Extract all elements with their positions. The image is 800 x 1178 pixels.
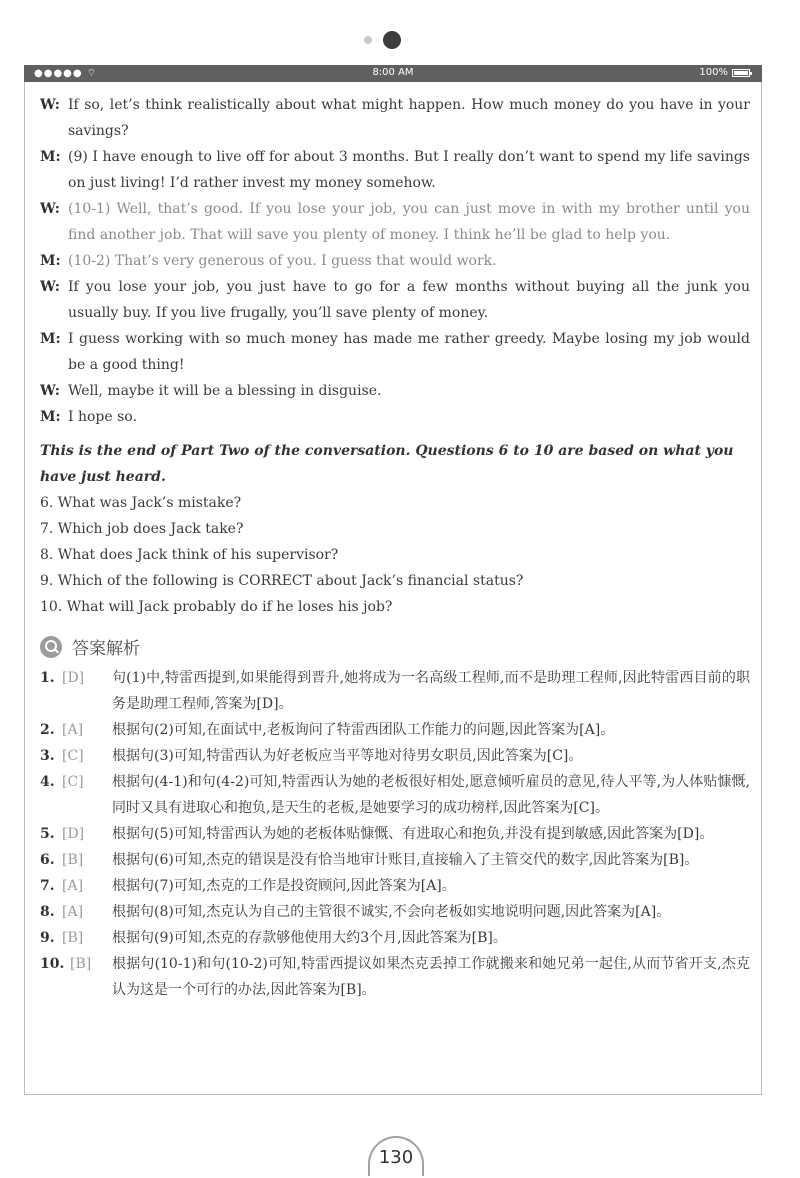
answer-item <box>40 769 750 821</box>
status-bar <box>24 65 762 82</box>
answer-number: 10. <box>40 956 65 972</box>
answer-number: 9. <box>40 930 55 946</box>
answer-item <box>40 899 750 925</box>
dialogue-line <box>40 92 750 144</box>
answer-item <box>40 743 750 769</box>
page-content <box>40 92 750 1003</box>
device-camera <box>0 30 800 50</box>
answer-item <box>40 925 750 951</box>
answer-number: 6. <box>40 852 55 868</box>
battery-icon <box>732 69 750 77</box>
speaker-label: M: <box>40 253 61 269</box>
answer-number: 2. <box>40 722 55 738</box>
instruction-text: This is the end of Part Two of the conversation. Questions 6 to 10 are based on what you have just heard. <box>40 443 734 485</box>
speaker-label: W: <box>40 383 60 399</box>
question-item: 6. What was Jack’s mistake? <box>40 495 242 511</box>
dialogue-line <box>40 326 750 378</box>
question-item: 7. Which job does Jack take? <box>40 521 244 537</box>
dialogue-text: (10-2) That’s very generous of you. I guess that would work. <box>68 253 497 269</box>
answer-number: 4. <box>40 774 55 790</box>
answer-letter: [C] <box>62 748 84 764</box>
speaker-label: M: <box>40 409 61 425</box>
answer-explanation: 句(1)中,特雷西提到,如果能得到晋升,她将成为一名高级工程师,而不是助理工程师,因此特雷西目前的职务是助理工程师,答案为[D]。 <box>112 670 750 712</box>
answer-number: 5. <box>40 826 55 842</box>
answer-item <box>40 821 750 847</box>
dialogue-text: I guess working with so much money has made me rather greedy. Maybe losing my job would be a good thing! <box>68 331 750 373</box>
signal-indicator: ●●●●● ⌔ <box>34 68 98 79</box>
answer-letter: [B] <box>70 956 92 972</box>
dialogue-line <box>40 404 750 430</box>
answer-explanation: 根据句(10-1)和句(10-2)可知,特雷西提议如果杰克丢掉工作就搬来和她兄弟一起住,从而节省开支,杰克认为这是一个可行的办法,因此答案为[B]。 <box>112 956 750 998</box>
answer-item <box>40 951 750 1003</box>
dialogue-text: (9) I have enough to live off for about 3 months. But I really don’t want to spend my life savings on just living! I’d rather invest my money somehow. <box>68 149 750 191</box>
answers-title: 答案解析 <box>72 639 140 659</box>
answer-letter: [A] <box>62 722 84 738</box>
answer-explanation: 根据句(3)可知,特雷西认为好老板应当平等地对待男女职员,因此答案为[C]。 <box>112 748 583 764</box>
answer-list <box>40 665 750 1003</box>
dialogue-text: If you lose your job, you just have to go for a few months without buying all the junk you usually buy. If you live frugally, you’ll save plenty of money. <box>68 279 750 321</box>
speaker-label: W: <box>40 97 60 113</box>
speaker-label: W: <box>40 279 60 295</box>
sensor-dot <box>364 36 372 44</box>
answer-letter: [B] <box>62 930 84 946</box>
dialogue-line <box>40 274 750 326</box>
dialogue-text: I hope so. <box>68 409 137 425</box>
answer-letter: [D] <box>62 670 85 686</box>
answer-explanation: 根据句(4-1)和句(4-2)可知,特雷西认为她的老板很好相处,愿意倾听雇员的意见,待人平等,为人体贴慷慨,同时又具有进取心和抱负,是天生的老板,是她要学习的成功榜样,因此答案为[C]。 <box>112 774 750 816</box>
answer-number: 7. <box>40 878 55 894</box>
battery-indicator <box>699 67 750 78</box>
question-item: 9. Which of the following is CORRECT about Jack’s financial status? <box>40 573 524 589</box>
camera-lens <box>383 31 401 49</box>
answer-explanation: 根据句(7)可知,杰克的工作是投资顾问,因此答案为[A]。 <box>112 878 456 894</box>
dialogue <box>40 92 750 430</box>
answer-number: 1. <box>40 670 55 686</box>
answer-explanation: 根据句(2)可知,在面试中,老板询问了特雷西团队工作能力的问题,因此答案为[A]。 <box>112 722 615 738</box>
status-time: 8:00 AM <box>372 67 414 78</box>
answers-header <box>40 634 750 659</box>
answer-explanation: 根据句(8)可知,杰克认为自己的主管很不诚实,不会向老板如实地说明问题,因此答案为[A]。 <box>112 904 671 920</box>
speaker-label: M: <box>40 331 61 347</box>
dialogue-line <box>40 144 750 196</box>
dialogue-text: Well, maybe it will be a blessing in disguise. <box>68 383 382 399</box>
battery-percent: 100% <box>699 67 728 78</box>
dialogue-line <box>40 248 750 274</box>
answer-explanation: 根据句(5)可知,特雷西认为她的老板体贴慷慨、有进取心和抱负,并没有提到敏感,因此答案为[D]。 <box>112 826 714 842</box>
answer-item <box>40 873 750 899</box>
question-item: 10. What will Jack probably do if he loses his job? <box>40 599 393 615</box>
answer-letter: [D] <box>62 826 85 842</box>
page-number: 130 <box>368 1136 424 1176</box>
answer-letter: [C] <box>62 774 84 790</box>
answer-letter: [B] <box>62 852 84 868</box>
answer-explanation: 根据句(9)可知,杰克的存款够他使用大约3个月,因此答案为[B]。 <box>112 930 507 946</box>
dialogue-text: (10-1) Well, that’s good. If you lose your job, you can just move in with my brother until you find another job. That will save you plenty of money. I think he’ll be glad to help you. <box>68 201 750 243</box>
answer-number: 3. <box>40 748 55 764</box>
answer-letter: [A] <box>62 878 84 894</box>
dialogue-text: If so, let’s think realistically about what might happen. How much money do you have in your savings? <box>68 97 750 139</box>
question-list <box>40 490 750 620</box>
magnifier-icon <box>40 636 62 658</box>
answer-letter: [A] <box>62 904 84 920</box>
answer-explanation: 根据句(6)可知,杰克的错误是没有恰当地审计账目,直接输入了主管交代的数字,因此答案为[B]。 <box>112 852 699 868</box>
answer-item <box>40 665 750 717</box>
answer-number: 8. <box>40 904 55 920</box>
question-item: 8. What does Jack think of his supervisor? <box>40 547 339 563</box>
dialogue-line <box>40 378 750 404</box>
answer-item <box>40 847 750 873</box>
dialogue-line <box>40 196 750 248</box>
answer-item <box>40 717 750 743</box>
speaker-label: W: <box>40 201 60 217</box>
speaker-label: M: <box>40 149 61 165</box>
